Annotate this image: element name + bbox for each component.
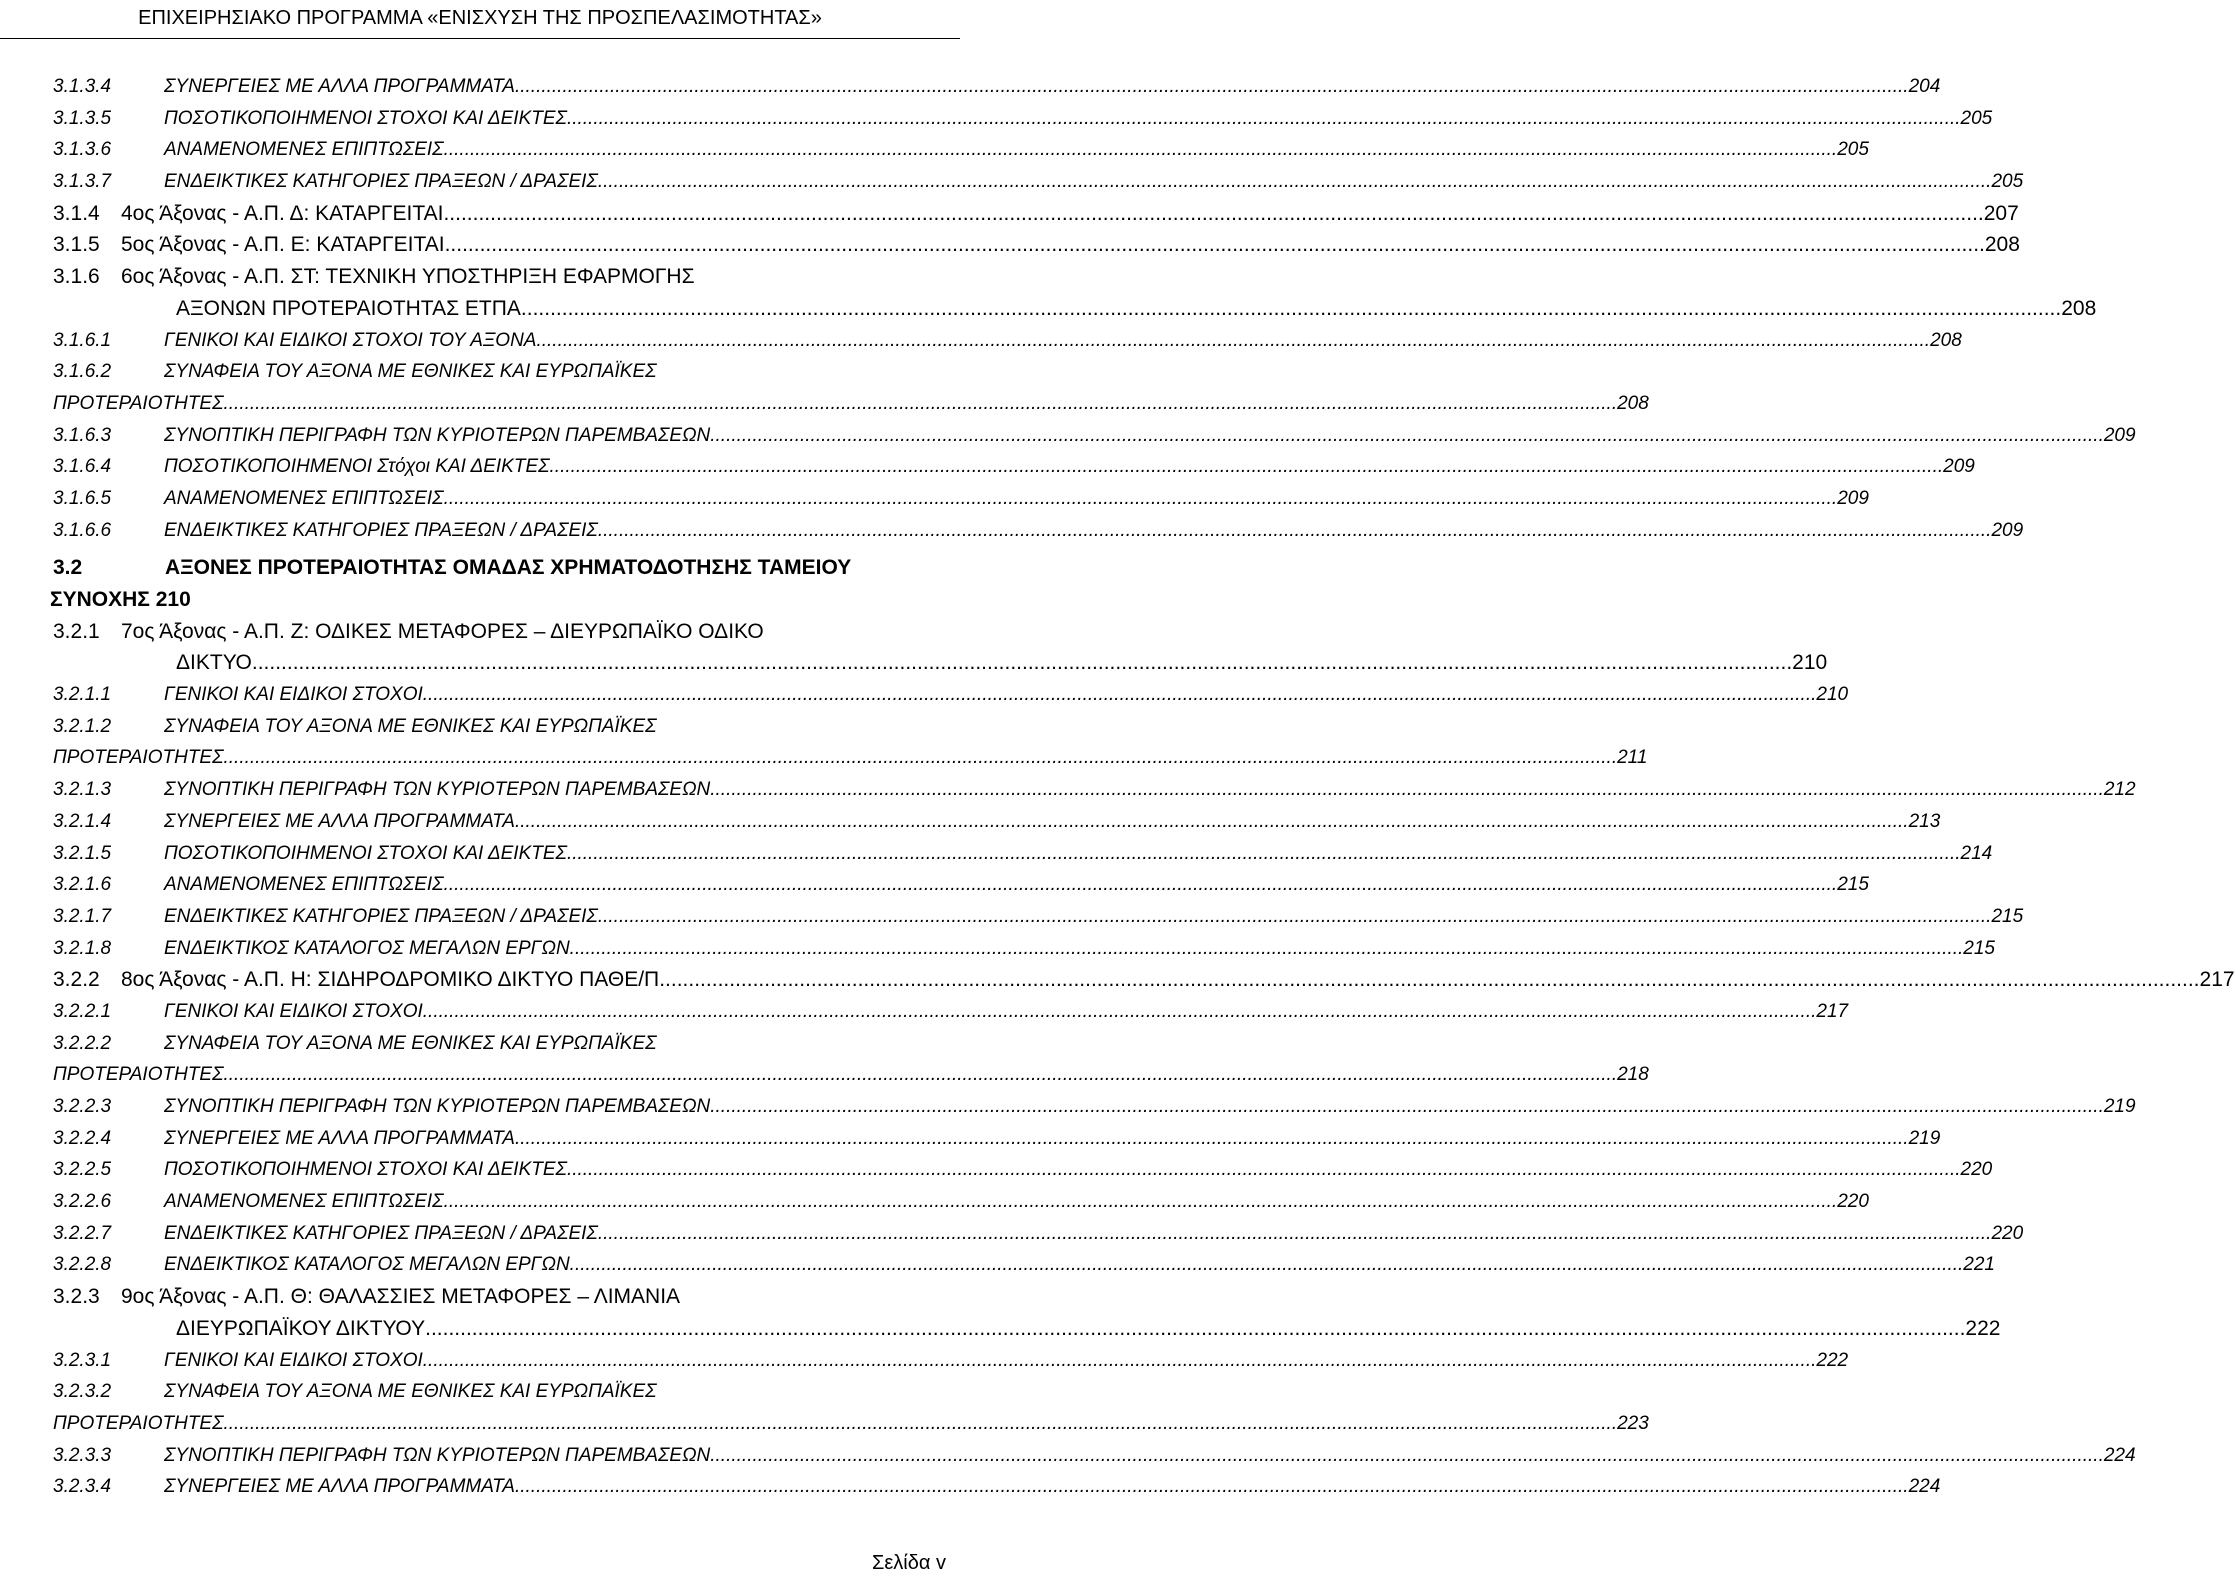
toc-leader-dots	[598, 515, 1992, 547]
toc-entry-title: ΑΝΑΜΕΝΟΜΕΝΕΣ ΕΠΙΠΤΩΣΕΙΣ	[164, 874, 444, 896]
toc-entry[interactable]	[53, 1123, 1941, 1155]
toc-entry-number: 3.2.1.1	[53, 684, 112, 706]
toc-entry-page: 208	[1617, 392, 1649, 414]
toc-entry-title: ΑΝΑΜΕΝΟΜΕΝΕΣ ΕΠΙΠΤΩΣΕΙΣ	[164, 487, 444, 509]
toc-leader-dots	[710, 774, 2104, 806]
toc-leader-dots	[444, 483, 1838, 515]
toc-entry-page: 220	[1837, 1191, 1869, 1213]
toc-entry-page: 207	[1983, 201, 2019, 225]
toc-entry-number: 3.2.2.4	[53, 1127, 112, 1149]
table-of-contents	[0, 71, 2235, 1503]
toc-entry[interactable]	[50, 552, 920, 615]
toc-entry-page: 208	[2061, 296, 2097, 320]
toc-entry-title: ΣΥΝΟΠΤΙΚΗ ΠΕΡΙΓΡΑΦΗ ΤΩΝ ΚΥΡΙΟΤΕΡΩΝ ΠΑΡΕΜΒΑΣΕΩΝ	[164, 779, 711, 801]
toc-entry[interactable]	[53, 261, 2097, 324]
document-header: ΕΠΙΧΕΙΡΗΣΙΑΚΟ ΠΡΟΓΡΑΜΜΑ «ΕΝΙΣΧΥΣΗ ΤΗΣ ΠΡΟΣΠΕΛΑΣΙΜΟΤΗΤΑΣ»	[138, 7, 822, 29]
toc-leader-dots	[598, 166, 1992, 198]
toc-entry-number: 3.2.2	[53, 968, 100, 992]
toc-entry-page: 211	[1617, 747, 1648, 769]
toc-leader-dots	[567, 1154, 1961, 1186]
toc-entry-page: 215	[1991, 905, 2024, 927]
toc-entry-title: ΠΟΣΟΤΙΚΟΠΟΙΗΜΕΝΟΙ ΣΤΟΧΟΙ ΚΑΙ ΔΕΙΚΤΕΣ	[164, 842, 567, 864]
toc-leader-dots	[521, 293, 2061, 325]
toc-entry[interactable]	[53, 134, 1869, 166]
toc-entry-title: ΕΝΔΕΙΚΤΙΚΕΣ ΚΑΤΗΓΟΡΙΕΣ ΠΡΑΞΕΩΝ / ΔΡΑΣΕΙΣ	[164, 171, 598, 193]
toc-entry-number: 3.1.3.7	[53, 171, 112, 193]
toc-entry[interactable]	[53, 964, 2235, 996]
toc-entry-title: ΑΞΟΝΕΣ ΠΡΟΤΕΡΑΙΟΤΗΤΑΣ ΟΜΑΔΑΣ ΧΡΗΜΑΤΟΔΟΤΗΣΗΣ ΤΑΜΕΙΟΥ	[165, 556, 852, 580]
toc-entry[interactable]	[53, 838, 1993, 870]
toc-entry[interactable]	[53, 1440, 2136, 1472]
toc-entry-number: 3.2	[53, 556, 83, 580]
toc-entry-number: 3.1.6.5	[53, 487, 112, 509]
toc-entry-title: ΣΥΝΑΦΕΙΑ ΤΟΥ ΑΞΟΝΑ ΜΕ ΕΘΝΙΚΕΣ ΚΑΙ ΕΥΡΩΠΑΪΚΕΣ	[164, 715, 657, 737]
toc-entry-number: 3.1.6.6	[53, 519, 112, 541]
toc-entry-page: 204	[1908, 76, 1941, 97]
toc-entry-number: 3.1.6	[53, 265, 100, 289]
toc-leader-dots	[224, 388, 1618, 420]
toc-entry-number: 3.1.4	[53, 201, 100, 225]
toc-leader-dots	[659, 964, 2199, 996]
toc-entry[interactable]	[53, 1376, 1649, 1439]
toc-entry-page: 222	[1965, 1316, 2001, 1340]
toc-entry-title: ΣΥΝΑΦΕΙΑ ΤΟΥ ΑΞΟΝΑ ΜΕ ΕΘΝΙΚΕΣ ΚΑΙ ΕΥΡΩΠΑΪΚΕΣ	[164, 1032, 657, 1054]
toc-entry-page: 218	[1617, 1064, 1649, 1086]
toc-entry-page: 210	[1792, 651, 1828, 675]
toc-entry[interactable]	[53, 166, 2024, 198]
toc-entry-title: ΣΥΝΑΦΕΙΑ ΤΟΥ ΑΞΟΝΑ ΜΕ ΕΘΝΙΚΕΣ ΚΑΙ ΕΥΡΩΠΑΪΚΕΣ	[164, 361, 657, 383]
toc-entry-number: 3.2.2.7	[53, 1222, 112, 1244]
toc-leader-dots	[515, 806, 1909, 838]
toc-entry[interactable]	[53, 1186, 1869, 1218]
toc-entry-number: 3.2.1.6	[53, 874, 112, 896]
toc-entry-page: 219	[2103, 1096, 2136, 1117]
toc-entry[interactable]	[53, 356, 1649, 419]
toc-entry-number: 3.2.3	[53, 1285, 100, 1309]
toc-leader-dots	[710, 1440, 2104, 1472]
toc-entry-page: 205	[1837, 139, 1869, 161]
toc-entry-title: ΣΥΝΕΡΓΕΙΕΣ ΜΕ ΑΛΛΑ ΠΡΟΓΡΑΜΜΑΤΑ	[164, 810, 515, 832]
toc-entry-page: 224	[1908, 1476, 1941, 1498]
toc-entry-number: 3.2.2.5	[53, 1159, 112, 1181]
toc-leader-dots	[515, 1471, 1909, 1503]
toc-entry[interactable]	[53, 1091, 2136, 1123]
toc-entry[interactable]	[53, 869, 1869, 901]
toc-entry-title: ΣΥΝΕΡΓΕΙΕΣ ΜΕ ΑΛΛΑ ΠΡΟΓΡΑΜΜΑΤΑ	[164, 76, 515, 97]
toc-entry-page: 217	[1816, 1000, 1849, 1022]
toc-entry-number: 3.2.2.2	[53, 1032, 112, 1054]
toc-entry-title: ΠΟΣΟΤΙΚΟΠΟΙΗΜΕΝΟΙ ΣΤΟΧΟΙ ΚΑΙ ΔΕΙΚΤΕΣ	[164, 107, 567, 129]
toc-entry-number: 3.2.1.7	[53, 905, 112, 927]
toc-entry-number: 3.1.5	[53, 233, 100, 257]
toc-entry-page: 210	[1816, 684, 1849, 706]
page-number: Σελίδα v	[872, 1552, 946, 1574]
toc-entry-page: 208	[1984, 233, 2020, 257]
toc-entry-number: 3.2.1.3	[53, 779, 112, 801]
toc-entry[interactable]	[53, 515, 2024, 547]
toc-entry-page: 224	[2103, 1444, 2136, 1466]
toc-leader-dots	[550, 451, 1944, 483]
toc-entry[interactable]	[53, 774, 2136, 806]
toc-leader-dots	[252, 647, 1792, 679]
toc-leader-dots	[425, 1313, 1965, 1345]
toc-entry-title-continued: ΔΙΕΥΡΩΠΑΪΚΟΥ ΔΙΚΤΥΟΥ	[176, 1316, 426, 1340]
toc-entry-number: 3.2.1.8	[53, 937, 112, 959]
toc-leader-dots	[443, 198, 1983, 230]
toc-entry-number: 3.2.2.3	[53, 1096, 112, 1117]
toc-leader-dots	[423, 1345, 1817, 1377]
toc-leader-dots	[567, 838, 1961, 870]
toc-entry-title: 9ος Άξονας - Α.Π. Θ: ΘΑΛΑΣΣΙΕΣ ΜΕΤΑΦΟΡΕΣ – ΛΙΜΑΝΙΑ	[121, 1285, 681, 1309]
toc-entry-title: ΣΥΝΑΦΕΙΑ ΤΟΥ ΑΞΟΝΑ ΜΕ ΕΘΝΙΚΕΣ ΚΑΙ ΕΥΡΩΠΑΪΚΕΣ	[164, 1381, 657, 1403]
toc-leader-dots	[536, 325, 1930, 357]
toc-leader-dots	[224, 1059, 1618, 1091]
toc-entry[interactable]	[53, 483, 1869, 515]
toc-entry[interactable]	[53, 325, 1962, 357]
toc-leader-dots	[444, 869, 1838, 901]
toc-entry[interactable]	[53, 679, 1849, 711]
toc-entry-title: ΣΥΝΕΡΓΕΙΕΣ ΜΕ ΑΛΛΑ ΠΡΟΓΡΑΜΜΑΤΑ	[164, 1127, 515, 1149]
toc-leader-dots	[423, 679, 1817, 711]
toc-entry[interactable]	[53, 1028, 1649, 1091]
toc-entry-page: 217	[2199, 968, 2235, 992]
toc-entry-page: 213	[1908, 810, 1941, 832]
toc-entry-title-continued: ΠΡΟΤΕΡΑΙΟΤΗΤΕΣ	[53, 747, 224, 769]
toc-leader-dots	[710, 1091, 2104, 1123]
toc-leader-dots	[515, 71, 1909, 103]
toc-entry-title: ΓΕΝΙΚΟΙ ΚΑΙ ΕΙΔΙΚΟΙ ΣΤΟΧΟΙ	[164, 1349, 423, 1371]
toc-entry[interactable]	[53, 71, 1941, 103]
toc-entry-page: 220	[1960, 1159, 1993, 1181]
toc-entry[interactable]	[53, 1471, 1941, 1503]
toc-entry-page: 222	[1816, 1349, 1849, 1371]
toc-entry-number: 3.1.3.5	[53, 107, 112, 129]
toc-entry-title: ΑΝΑΜΕΝΟΜΕΝΕΣ ΕΠΙΠΤΩΣΕΙΣ	[164, 1191, 444, 1213]
toc-entry-title-continued: ΠΡΟΤΕΡΑΙΟΤΗΤΕΣ	[53, 1064, 224, 1086]
toc-entry-title: 4ος Άξονας - Α.Π. Δ: ΚΑΤΑΡΓΕΙΤΑΙ	[121, 201, 444, 225]
toc-entry-number: 3.2.3.4	[53, 1476, 112, 1498]
toc-entry[interactable]	[53, 451, 1975, 483]
toc-entry-title: ΕΝΔΕΙΚΤΙΚΕΣ ΚΑΤΗΓΟΡΙΕΣ ΠΡΑΞΕΩΝ / ΔΡΑΣΕΙΣ	[164, 1222, 598, 1244]
toc-entry-title: ΣΥΝΟΠΤΙΚΗ ΠΕΡΙΓΡΑΦΗ ΤΩΝ ΚΥΡΙΟΤΕΡΩΝ ΠΑΡΕΜΒΑΣΕΩΝ	[164, 1096, 711, 1117]
toc-entry-title: 8ος Άξονας - Α.Π. Η: ΣΙΔΗΡΟΔΡΟΜΙΚΟ ΔΙΚΤΥΟ ΠΑΘΕ/Π	[121, 968, 660, 992]
toc-entry-page: 215	[1963, 937, 1995, 959]
toc-leader-dots	[570, 1249, 1964, 1281]
toc-entry[interactable]	[53, 616, 1828, 679]
toc-entry-number: 3.2.1.2	[53, 715, 112, 737]
toc-entry[interactable]	[53, 229, 2020, 261]
toc-entry[interactable]	[53, 103, 1993, 135]
toc-entry-page: 205	[1991, 171, 2024, 193]
toc-entry-number: 3.2.3.2	[53, 1381, 112, 1403]
toc-entry-page: 209	[1837, 487, 1869, 509]
toc-entry-title: ΣΥΝΟΠΤΙΚΗ ΠΕΡΙΓΡΑΦΗ ΤΩΝ ΚΥΡΙΟΤΕΡΩΝ ΠΑΡΕΜΒΑΣΕΩΝ	[164, 1444, 711, 1466]
toc-entry-title: ΠΟΣΟΤΙΚΟΠΟΙΗΜΕΝΟΙ ΣΤΟΧΟΙ ΚΑΙ ΔΕΙΚΤΕΣ	[164, 1159, 567, 1181]
toc-entry[interactable]	[53, 1154, 1993, 1186]
toc-entry-number: 3.2.2.1	[53, 1000, 112, 1022]
header-rule	[0, 38, 960, 39]
toc-entry[interactable]	[53, 1345, 1849, 1377]
toc-entry-page: 215	[1837, 874, 1869, 896]
toc-entry-title: ΕΝΔΕΙΚΤΙΚΟΣ ΚΑΤΑΛΟΓΟΣ ΜΕΓΑΛΩΝ ΕΡΓΩΝ	[164, 937, 570, 959]
toc-entry[interactable]	[53, 806, 1941, 838]
toc-entry-number: 3.2.3.3	[53, 1444, 112, 1466]
toc-entry-title: ΓΕΝΙΚΟΙ ΚΑΙ ΕΙΔΙΚΟΙ ΣΤΟΧΟΙ	[164, 1000, 423, 1022]
toc-leader-dots	[445, 229, 1985, 261]
toc-entry-title: ΕΝΔΕΙΚΤΙΚΟΣ ΚΑΤΑΛΟΓΟΣ ΜΕΓΑΛΩΝ ΕΡΓΩΝ	[164, 1254, 570, 1276]
toc-leader-dots	[224, 742, 1618, 774]
toc-entry-title: ΣΥΝΕΡΓΕΙΕΣ ΜΕ ΑΛΛΑ ΠΡΟΓΡΑΜΜΑΤΑ	[164, 1476, 515, 1498]
toc-entry-title-continued: ΠΡΟΤΕΡΑΙΟΤΗΤΕΣ	[53, 392, 224, 414]
toc-entry-number: 3.1.6.4	[53, 456, 112, 478]
toc-entry[interactable]	[53, 996, 1849, 1028]
toc-entry-number: 3.2.1.5	[53, 842, 112, 864]
toc-entry[interactable]	[53, 933, 1995, 965]
toc-leader-dots	[567, 103, 1961, 135]
toc-entry[interactable]	[53, 1249, 1995, 1281]
toc-entry-title: ΣΥΝΟΠΤΙΚΗ ΠΕΡΙΓΡΑΦΗ ΤΩΝ ΚΥΡΙΟΤΕΡΩΝ ΠΑΡΕΜΒΑΣΕΩΝ	[164, 424, 711, 446]
toc-leader-dots	[598, 1218, 1992, 1250]
toc-entry-title-continued: ΔΙΚΤΥΟ	[176, 651, 252, 675]
toc-leader-dots	[515, 1123, 1909, 1155]
toc-entry-page: 221	[1963, 1254, 1995, 1276]
toc-entry-page: 212	[2103, 779, 2136, 801]
toc-entry-title: 7ος Άξονας - Α.Π. Ζ: ΟΔΙΚΕΣ ΜΕΤΑΦΟΡΕΣ – ΔΙΕΥΡΩΠΑΪΚΟ ΟΔΙΚΟ	[121, 619, 764, 643]
toc-entry-number: 3.2.1.4	[53, 810, 112, 832]
toc-entry-page: 209	[1943, 456, 1975, 478]
toc-entry-title: 5ος Άξονας - Α.Π. Ε: ΚΑΤΑΡΓΕΙΤΑΙ	[121, 233, 445, 257]
toc-entry-page: 219	[1908, 1127, 1941, 1149]
toc-leader-dots	[710, 420, 2104, 452]
toc-entry-number: 3.2.1	[53, 619, 100, 643]
toc-leader-dots	[423, 996, 1817, 1028]
toc-leader-dots	[444, 134, 1838, 166]
toc-entry-number: 3.1.6.3	[53, 424, 112, 446]
toc-entry-number: 3.2.2.8	[53, 1254, 112, 1276]
toc-entry-page: 209	[1991, 519, 2024, 541]
toc-entry-page: 209	[2103, 424, 2136, 446]
toc-leader-dots	[598, 901, 1992, 933]
toc-entry-page: 223	[1617, 1412, 1649, 1434]
toc-entry-number: 3.1.3.4	[53, 76, 112, 97]
toc-entry-title: ΑΝΑΜΕΝΟΜΕΝΕΣ ΕΠΙΠΤΩΣΕΙΣ	[164, 139, 444, 161]
toc-leader-dots	[444, 1186, 1838, 1218]
toc-entry[interactable]	[53, 1281, 2001, 1344]
toc-entry-page: 214	[1960, 842, 1993, 864]
toc-entry[interactable]	[53, 198, 2019, 230]
toc-entry-title: ΕΝΔΕΙΚΤΙΚΕΣ ΚΑΤΗΓΟΡΙΕΣ ΠΡΑΞΕΩΝ / ΔΡΑΣΕΙΣ	[164, 519, 598, 541]
toc-entry[interactable]	[53, 711, 1648, 774]
toc-entry-title: ΓΕΝΙΚΟΙ ΚΑΙ ΕΙΔΙΚΟΙ ΣΤΟΧΟΙ	[164, 684, 423, 706]
toc-entry-title: ΓΕΝΙΚΟΙ ΚΑΙ ΕΙΔΙΚΟΙ ΣΤΟΧΟΙ ΤΟΥ ΑΞΟΝΑ	[164, 329, 537, 351]
toc-entry-title-continued: ΣΥΝΟΧΗΣ 210	[50, 588, 191, 611]
toc-entry-number: 3.2.2.6	[53, 1191, 112, 1213]
toc-entry-title: 6ος Άξονας - Α.Π. ΣΤ: ΤΕΧΝΙΚΗ ΥΠΟΣΤΗΡΙΞΗ ΕΦΑΡΜΟΓΗΣ	[121, 265, 695, 289]
toc-entry[interactable]	[53, 901, 2024, 933]
toc-entry[interactable]	[53, 420, 2136, 452]
toc-entry-title-continued: ΑΞΟΝΩΝ ΠΡΟΤΕΡΑΙΟΤΗΤΑΣ ΕΤΠΑ	[176, 296, 521, 320]
toc-entry-title: ΠΟΣΟΤΙΚΟΠΟΙΗΜΕΝΟΙ Στόχοι ΚΑΙ ΔΕΙΚΤΕΣ	[164, 456, 550, 478]
toc-leader-dots	[570, 933, 1964, 965]
toc-entry-page: 220	[1991, 1222, 2024, 1244]
toc-entry[interactable]	[53, 1218, 2024, 1250]
toc-leader-dots	[224, 1408, 1618, 1440]
toc-entry-number: 3.1.6.2	[53, 361, 112, 383]
toc-entry-number: 3.1.3.6	[53, 139, 112, 161]
toc-entry-page: 208	[1930, 329, 1962, 351]
toc-entry-title-continued: ΠΡΟΤΕΡΑΙΟΤΗΤΕΣ	[53, 1412, 224, 1434]
toc-entry-number: 3.1.6.1	[53, 329, 112, 351]
toc-entry-page: 205	[1960, 107, 1993, 129]
toc-entry-title: ΕΝΔΕΙΚΤΙΚΕΣ ΚΑΤΗΓΟΡΙΕΣ ΠΡΑΞΕΩΝ / ΔΡΑΣΕΙΣ	[164, 905, 598, 927]
toc-entry-number: 3.2.3.1	[53, 1349, 112, 1371]
